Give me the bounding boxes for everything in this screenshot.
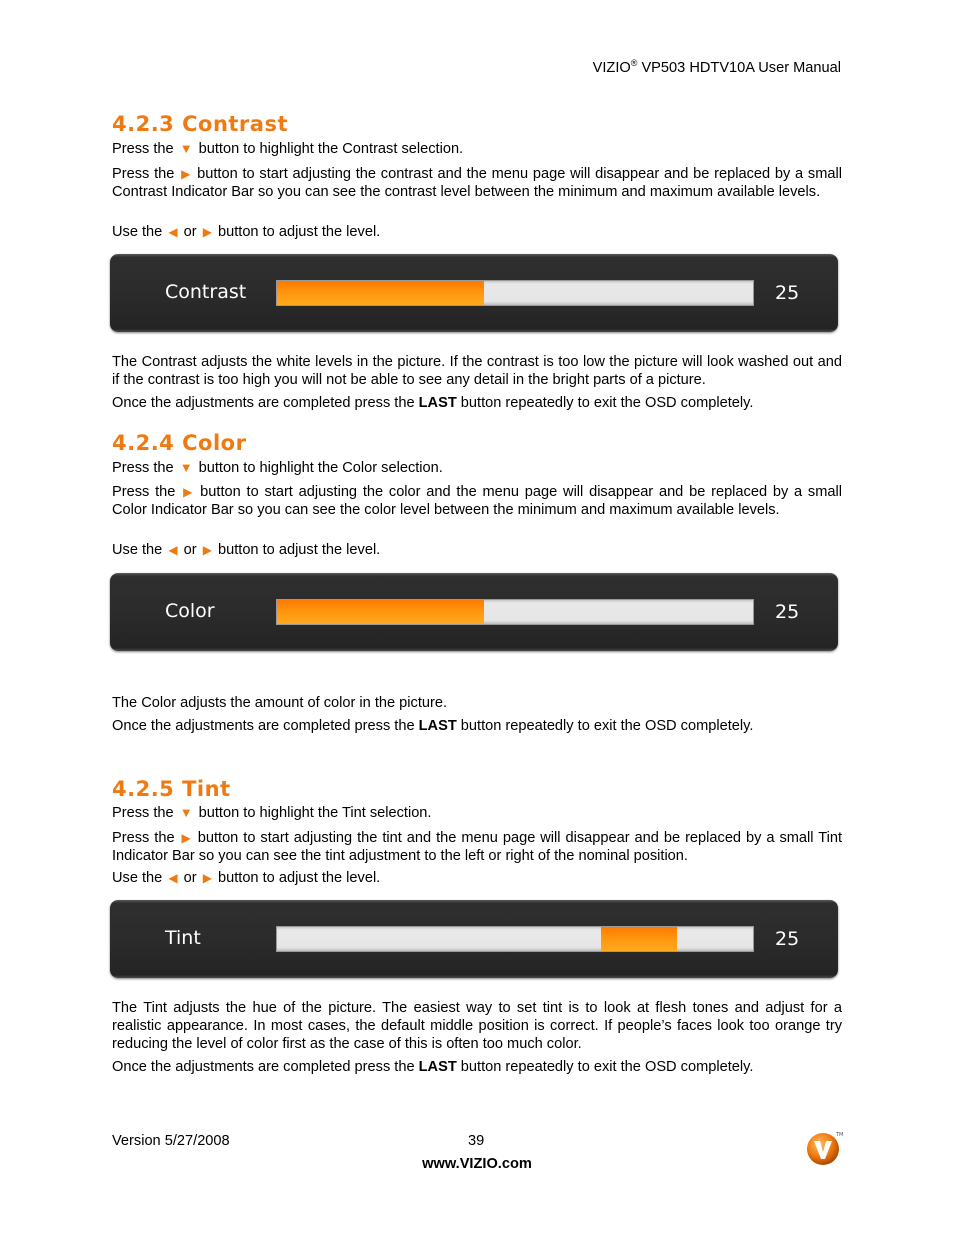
section-heading-tint: 4.2.5 Tint [112,777,231,801]
osd-label: Tint [165,927,201,949]
right-triangle-icon: ▶ [202,543,212,557]
page-number: 39 [468,1133,485,1149]
down-triangle-icon: ▼ [179,805,193,820]
paragraph: Press the ▶ button to start adjusting the tint and the menu page will disappear and be replaced by a small Tint Indicator Bar so you can see the tint adjustment to the left or right of the nominal position. [112,830,843,864]
left-triangle-icon: ◀ [168,543,178,557]
level-fill [277,600,484,624]
last-button-name: LAST [418,718,457,734]
website-url: www.VIZIO.com [422,1156,532,1172]
right-triangle-icon: ▶ [202,225,212,239]
right-triangle-icon: ▶ [183,485,193,499]
level-track [276,926,754,952]
svg-text:TM: TM [836,1132,844,1138]
osd-value: 25 [775,282,800,304]
level-track [276,599,754,625]
last-button-name: LAST [418,1059,457,1075]
level-fill [277,281,484,305]
header-title: VP503 HDTV10A User Manual [641,60,841,76]
last-button-name: LAST [418,395,457,411]
color-indicator-bar [110,573,838,651]
paragraph: Press the ▶ button to start adjusting the contrast and the menu page will disappear and be replaced by a small Contrast Indicator Bar so you can see the contrast level between the minimum and maximum available levels. [112,166,842,200]
osd-value: 25 [775,928,800,950]
header-brand: VIZIO [592,60,631,76]
paragraph: Press the ▼ button to highlight the Contrast selection. [112,141,464,157]
paragraph: Use the ◀ or ▶ button to adjust the level. [112,542,381,558]
registered-mark: ® [630,58,638,69]
tint-indicator-bar [110,900,838,978]
paragraph: Press the ▼ button to highlight the Color selection. [112,460,443,476]
section-heading-color: 4.2.4 Color [112,431,247,455]
paragraph: Press the ▶ button to start adjusting the color and the menu page will disappear and be replaced by a small Color Indicator Bar so you can see the color level between the minimum and maximum available levels. [112,484,842,518]
version-text: Version 5/27/2008 [112,1133,230,1149]
osd-value: 25 [775,601,800,623]
paragraph: Once the adjustments are completed press the LAST button repeatedly to exit the OSD completely. [112,395,754,411]
osd-label: Contrast [165,281,247,303]
down-triangle-icon: ▼ [179,141,193,156]
left-triangle-icon: ◀ [168,225,178,239]
paragraph: Use the ◀ or ▶ button to adjust the level. [112,870,381,886]
paragraph: The Color adjusts the amount of color in the picture. [112,695,448,711]
left-triangle-icon: ◀ [168,871,178,885]
paragraph: Use the ◀ or ▶ button to adjust the level. [112,224,381,240]
osd-label: Color [165,600,215,622]
vizio-logo-icon [806,1130,842,1166]
paragraph: Once the adjustments are completed press the LAST button repeatedly to exit the OSD completely. [112,718,754,734]
section-heading-contrast: 4.2.3 Contrast [112,112,288,136]
right-triangle-icon: ▶ [181,831,191,845]
contrast-indicator-bar [110,254,838,332]
right-triangle-icon: ▶ [202,871,212,885]
paragraph: Once the adjustments are completed press the LAST button repeatedly to exit the OSD completely. [112,1059,754,1075]
level-track [276,280,754,306]
page-header [593,60,841,76]
paragraph: Press the ▼ button to highlight the Tint selection. [112,805,432,821]
level-fill [601,927,677,951]
paragraph: The Contrast adjusts the white levels in the picture. If the contrast is too low the picture will look washed out and if the contrast is too high you will not be able to see any detail in the bright parts of a picture. [112,354,842,388]
paragraph: The Tint adjusts the hue of the picture. The easiest way to set tint is to look at flesh tones and adjust for a realistic appearance. In most cases, the default middle position is correct. If people’s faces look too orange try reducing the level of color first as the case of this is often too much color. [112,1000,842,1052]
right-triangle-icon: ▶ [181,167,191,181]
down-triangle-icon: ▼ [179,460,193,475]
